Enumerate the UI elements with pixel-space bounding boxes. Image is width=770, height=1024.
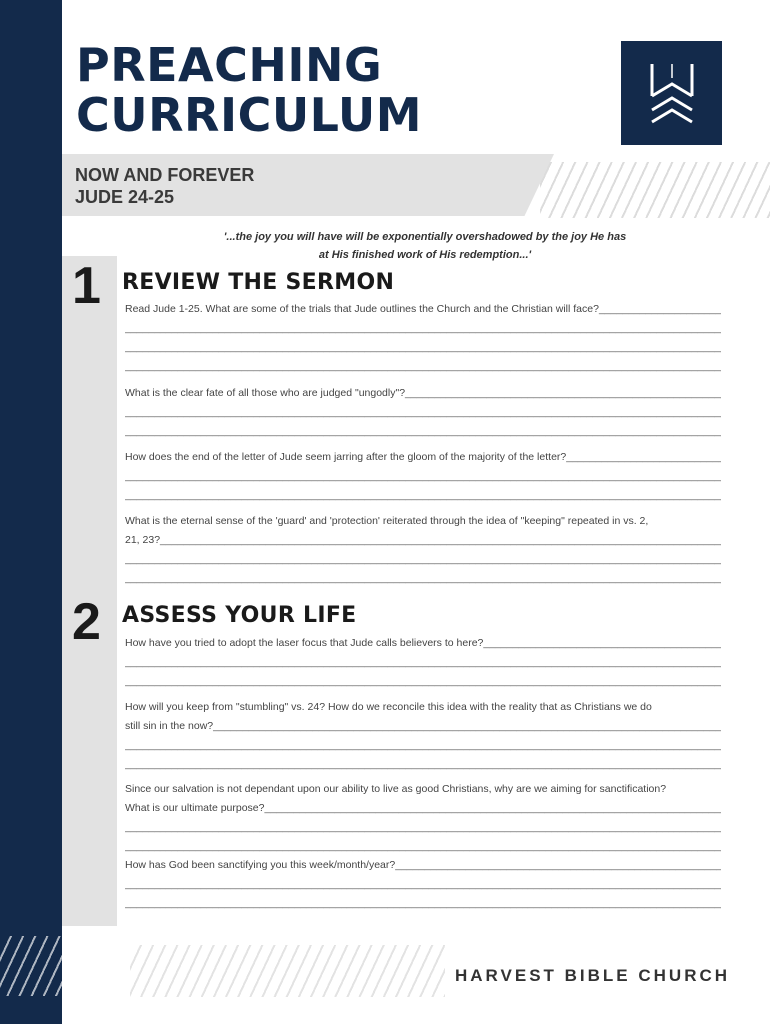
- section-1-title: REVIEW THE SERMON: [122, 270, 395, 295]
- harvest-logo-icon: [648, 60, 696, 126]
- quote-line-2: at His finished work of His redemption...': [318, 249, 532, 261]
- question-1-4: [125, 512, 721, 588]
- question-1-2: [125, 384, 721, 441]
- footer-stripes-decoration: [130, 945, 445, 997]
- question-2-4: [125, 856, 721, 913]
- answer-line[interactable]: [125, 672, 721, 691]
- header-stripes-decoration: [540, 162, 770, 218]
- side-stripes-decoration: [0, 936, 62, 996]
- side-bar: [0, 0, 62, 1024]
- answer-line[interactable]: [125, 755, 721, 774]
- answer-line[interactable]: [125, 357, 721, 376]
- question-text: Read Jude 1-25. What are some of the trials that Jude outlines the Church and the Christian will face? _____: [125, 300, 721, 319]
- question-text-continued: still sin in the now? _____: [125, 717, 721, 736]
- answer-line[interactable]: [125, 818, 721, 837]
- question-2-3: [125, 780, 721, 856]
- quote-line-1: '...the joy you will have will be exponentially overshadowed by the joy He has: [223, 231, 627, 243]
- question-text: What is the eternal sense of the 'guard' and 'protection' reiterated through the idea of "keeping" repeated in vs. 2,: [125, 515, 649, 527]
- sermon-reference: JUDE 24-25: [75, 187, 175, 207]
- title-line-2: CURRICULUM: [76, 88, 422, 142]
- answer-line[interactable]: [125, 486, 721, 505]
- question-2-1: [125, 634, 721, 691]
- church-name: HARVEST BIBLE CHURCH: [455, 966, 731, 985]
- pull-quote: [160, 228, 690, 264]
- section-1-number: 1: [72, 257, 101, 315]
- answer-line[interactable]: [125, 467, 721, 486]
- answer-line[interactable]: [125, 403, 721, 422]
- answer-line[interactable]: [125, 319, 721, 338]
- answer-line[interactable]: [125, 875, 721, 894]
- answer-line[interactable]: [125, 736, 721, 755]
- answer-line[interactable]: [125, 837, 721, 856]
- question-text: How have you tried to adopt the laser focus that Jude calls believers to here? _____: [125, 634, 721, 653]
- question-text-continued: What is our ultimate purpose? _____: [125, 799, 721, 818]
- page-title: [76, 40, 422, 140]
- question-text-continued: 21, 23? _____: [125, 531, 721, 550]
- question-text: How does the end of the letter of Jude seem jarring after the gloom of the majority of the letter? _____: [125, 448, 721, 467]
- answer-line[interactable]: [125, 894, 721, 913]
- answer-line[interactable]: [125, 550, 721, 569]
- question-text: How will you keep from "stumbling" vs. 24? How do we reconcile this idea with the reality that as Christians we do: [125, 701, 652, 713]
- answer-line[interactable]: [125, 569, 721, 588]
- sermon-banner: [75, 164, 254, 208]
- question-2-2: [125, 698, 721, 774]
- answer-line[interactable]: [125, 338, 721, 357]
- section-2-title: ASSESS YOUR LIFE: [122, 603, 357, 628]
- question-1-1: [125, 300, 721, 376]
- question-text: What is the clear fate of all those who are judged "ungodly"? _____: [125, 384, 721, 403]
- question-text: How has God been sanctifying you this week/month/year? _____: [125, 856, 721, 875]
- answer-line[interactable]: [125, 653, 721, 672]
- sermon-title: NOW AND FOREVER: [75, 165, 255, 185]
- title-line-1: PREACHING: [76, 38, 383, 92]
- question-1-3: [125, 448, 721, 505]
- harvest-logo: [621, 41, 722, 145]
- section-2-number: 2: [72, 593, 101, 651]
- answer-line[interactable]: [125, 422, 721, 441]
- question-text: Since our salvation is not dependant upon our ability to live as good Christians, why are we aiming for sanctification?: [125, 783, 667, 795]
